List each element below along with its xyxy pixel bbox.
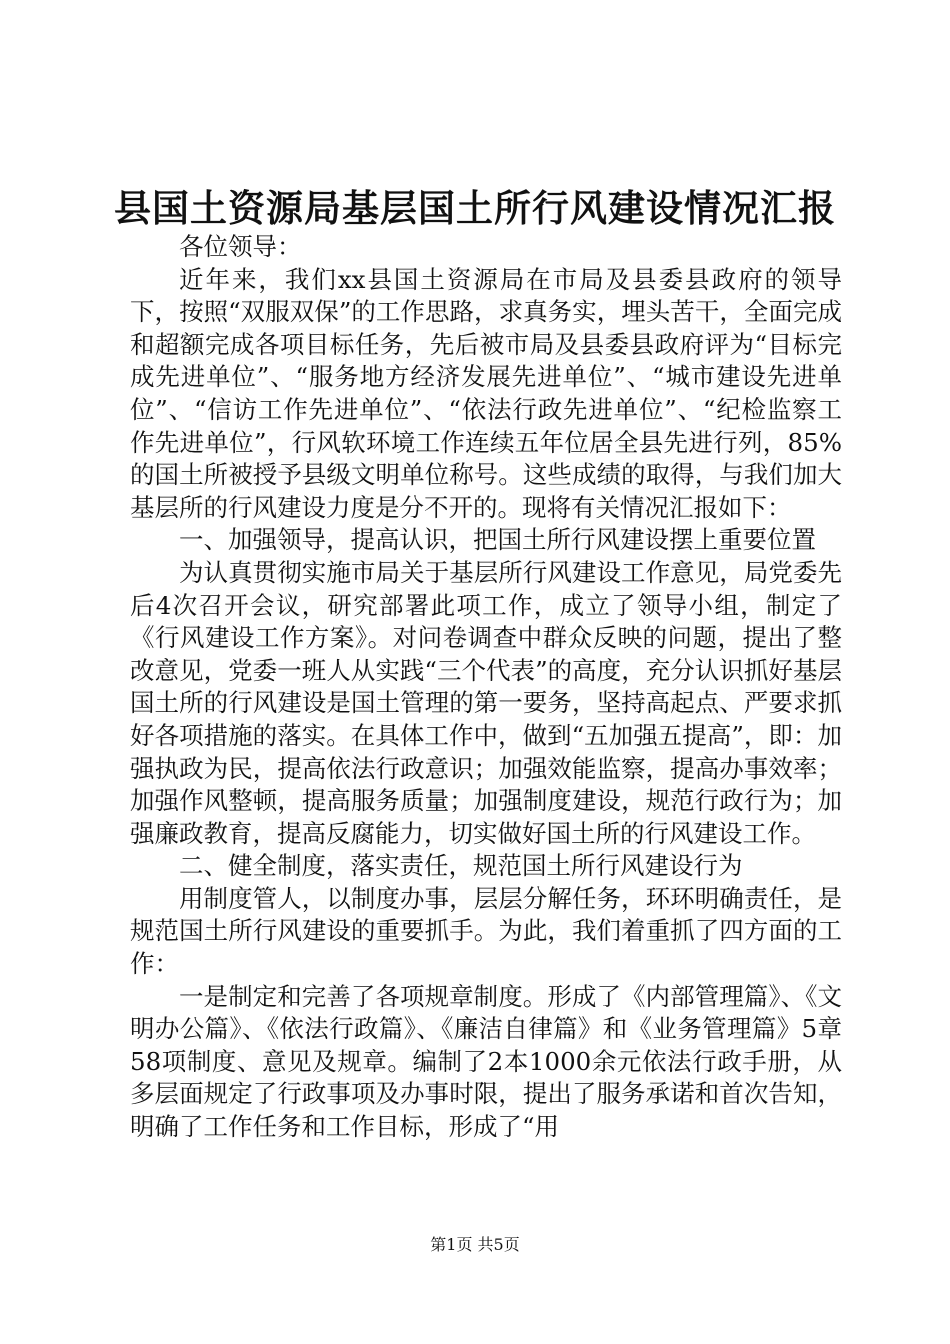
page-indicator: 第1页 共5页 xyxy=(430,1235,520,1254)
section-heading-1: 一、加强领导，提高认识，把国土所行风建设摆上重要位置 xyxy=(179,525,816,555)
paragraph-intro: 近年来，我们xx县国土资源局在市局及县委县政府的领导下，按照“双服双保”的工作思路，求真务实，埋头苦干，全面完成和超额完成各项目标任务，先后被市局及县委县政府评为“目标完成先进单位”、“服务地方经济发展先进单位”、“城市建设先进单位”、“信访工作先进单位”、“依法行政先进单位”、“纪检监察工作先进单位”，行风软环境工作连续五年位居全县先进行列，85%的国土所被授予县级文明单位称号。这些成绩的取得，与我们加大基层所的行风建设力度是分不开的。现将有关情况汇报如下： xyxy=(130,264,842,522)
page-footer xyxy=(0,1233,950,1257)
paragraph-section-2-item-1: 一是制定和完善了各项规章制度。形成了《内部管理篇》、《文明办公篇》、《依法行政篇》、《廉洁自律篇》和《业务管理篇》5章58项制度、意见及规章。编制了2本1000余元依法行政手册，从多层面规定了行政事项及办事时限，提出了服务承诺和首次告知，明确了工作任务和工作目标，形成了“用 xyxy=(130,981,842,1142)
paragraph-section-2: 用制度管人，以制度办事，层层分解任务，环环明确责任，是规范国土所行风建设的重要抓手。为此，我们着重抓了四方面的工作： xyxy=(130,883,842,979)
document-title: 县国土资源局基层国土所行风建设情况汇报 xyxy=(114,186,836,230)
document-body xyxy=(130,231,842,1144)
salutation: 各位领导： xyxy=(179,232,302,261)
paragraph-section-1: 为认真贯彻实施市局关于基层所行风建设工作意见，局党委先后4次召开会议，研究部署此项工作，成立了领导小组，制定了《行风建设工作方案》。对问卷调查中群众反映的问题，提出了整改意见，党委一班人从实践“三个代表”的高度，充分认识抓好基层国土所的行风建设是国土管理的第一要务，坚持高起点、严要求抓好各项措施的落实。在具体工作中，做到“五加强五提高”，即：加强执政为民，提高依法行政意识；加强效能监察，提高办事效率；加强作风整顿，提高服务质量；加强制度建设，规范行政行为；加强廉政教育，提高反腐能力，切实做好国土所的行风建设工作。 xyxy=(130,557,842,848)
section-heading-2: 二、健全制度，落实责任，规范国土所行风建设行为 xyxy=(179,851,743,881)
